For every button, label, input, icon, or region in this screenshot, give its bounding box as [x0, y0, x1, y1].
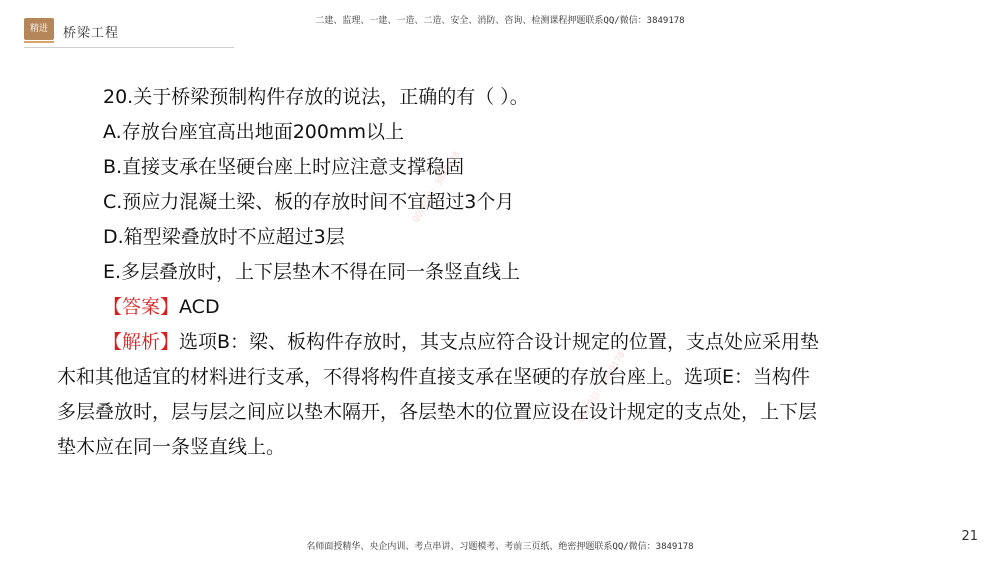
page-number: 21 — [961, 529, 978, 544]
analysis-line-1 — [57, 325, 937, 360]
analysis-line-3: 多层叠放时，层与层之间应以垫木隔开，各层垫木的位置应设在设计规定的支点处，上下层 — [57, 401, 818, 423]
option-d: D.箱型梁叠放时不应超过3层 — [103, 226, 345, 248]
option-c: C.预应力混凝土梁、板的存放时间不宜超过3个月 — [103, 191, 515, 213]
option-a: A.存放台座宜高出地面200mm以上 — [103, 121, 404, 143]
section-title: 桥梁工程 — [63, 26, 120, 41]
option-b: B.直接支承在坚硬台座上时应注意支撑稳固 — [103, 156, 465, 178]
top-banner: 二建、监理、一建、一造、二造、安全、消防、咨询、检测课程押题联系QQ/微信：3849178 — [315, 16, 685, 26]
option-e: E.多层叠放时，上下层垫木不得在同一条竖直线上 — [103, 261, 521, 283]
analysis-text: 选项B：梁、板构件存放时，其支点应符合设计规定的位置，支点处应采用垫 — [179, 331, 820, 353]
answer-line — [57, 290, 937, 325]
watermark: QQ/微信：3849178 — [411, 150, 463, 225]
answer-value: ACD — [179, 296, 220, 318]
bottom-banner: 名师面授精华、央企内训、考点串讲、习题模考、考前三页纸、绝密押题联系QQ/微信：3849178 — [306, 542, 694, 552]
logo-accent-bar — [24, 41, 54, 43]
answer-tag: 【答案】 — [103, 296, 180, 318]
analysis-tag: 【解析】 — [103, 331, 180, 353]
analysis-line-2: 木和其他适宜的材料进行支承，不得将构件直接支承在坚硬的存放台座上。选项E：当构件 — [57, 366, 811, 388]
analysis-line-4: 垫木应在同一条竖直线上。 — [57, 436, 286, 458]
question-content — [57, 80, 937, 465]
brand-logo: 精进 — [24, 18, 54, 40]
header-divider — [24, 47, 234, 48]
question-stem: 20.关于桥梁预制构件存放的说法，正确的有（ ）。 — [103, 86, 529, 108]
watermark: QQ/微信：3849178 — [576, 350, 628, 425]
